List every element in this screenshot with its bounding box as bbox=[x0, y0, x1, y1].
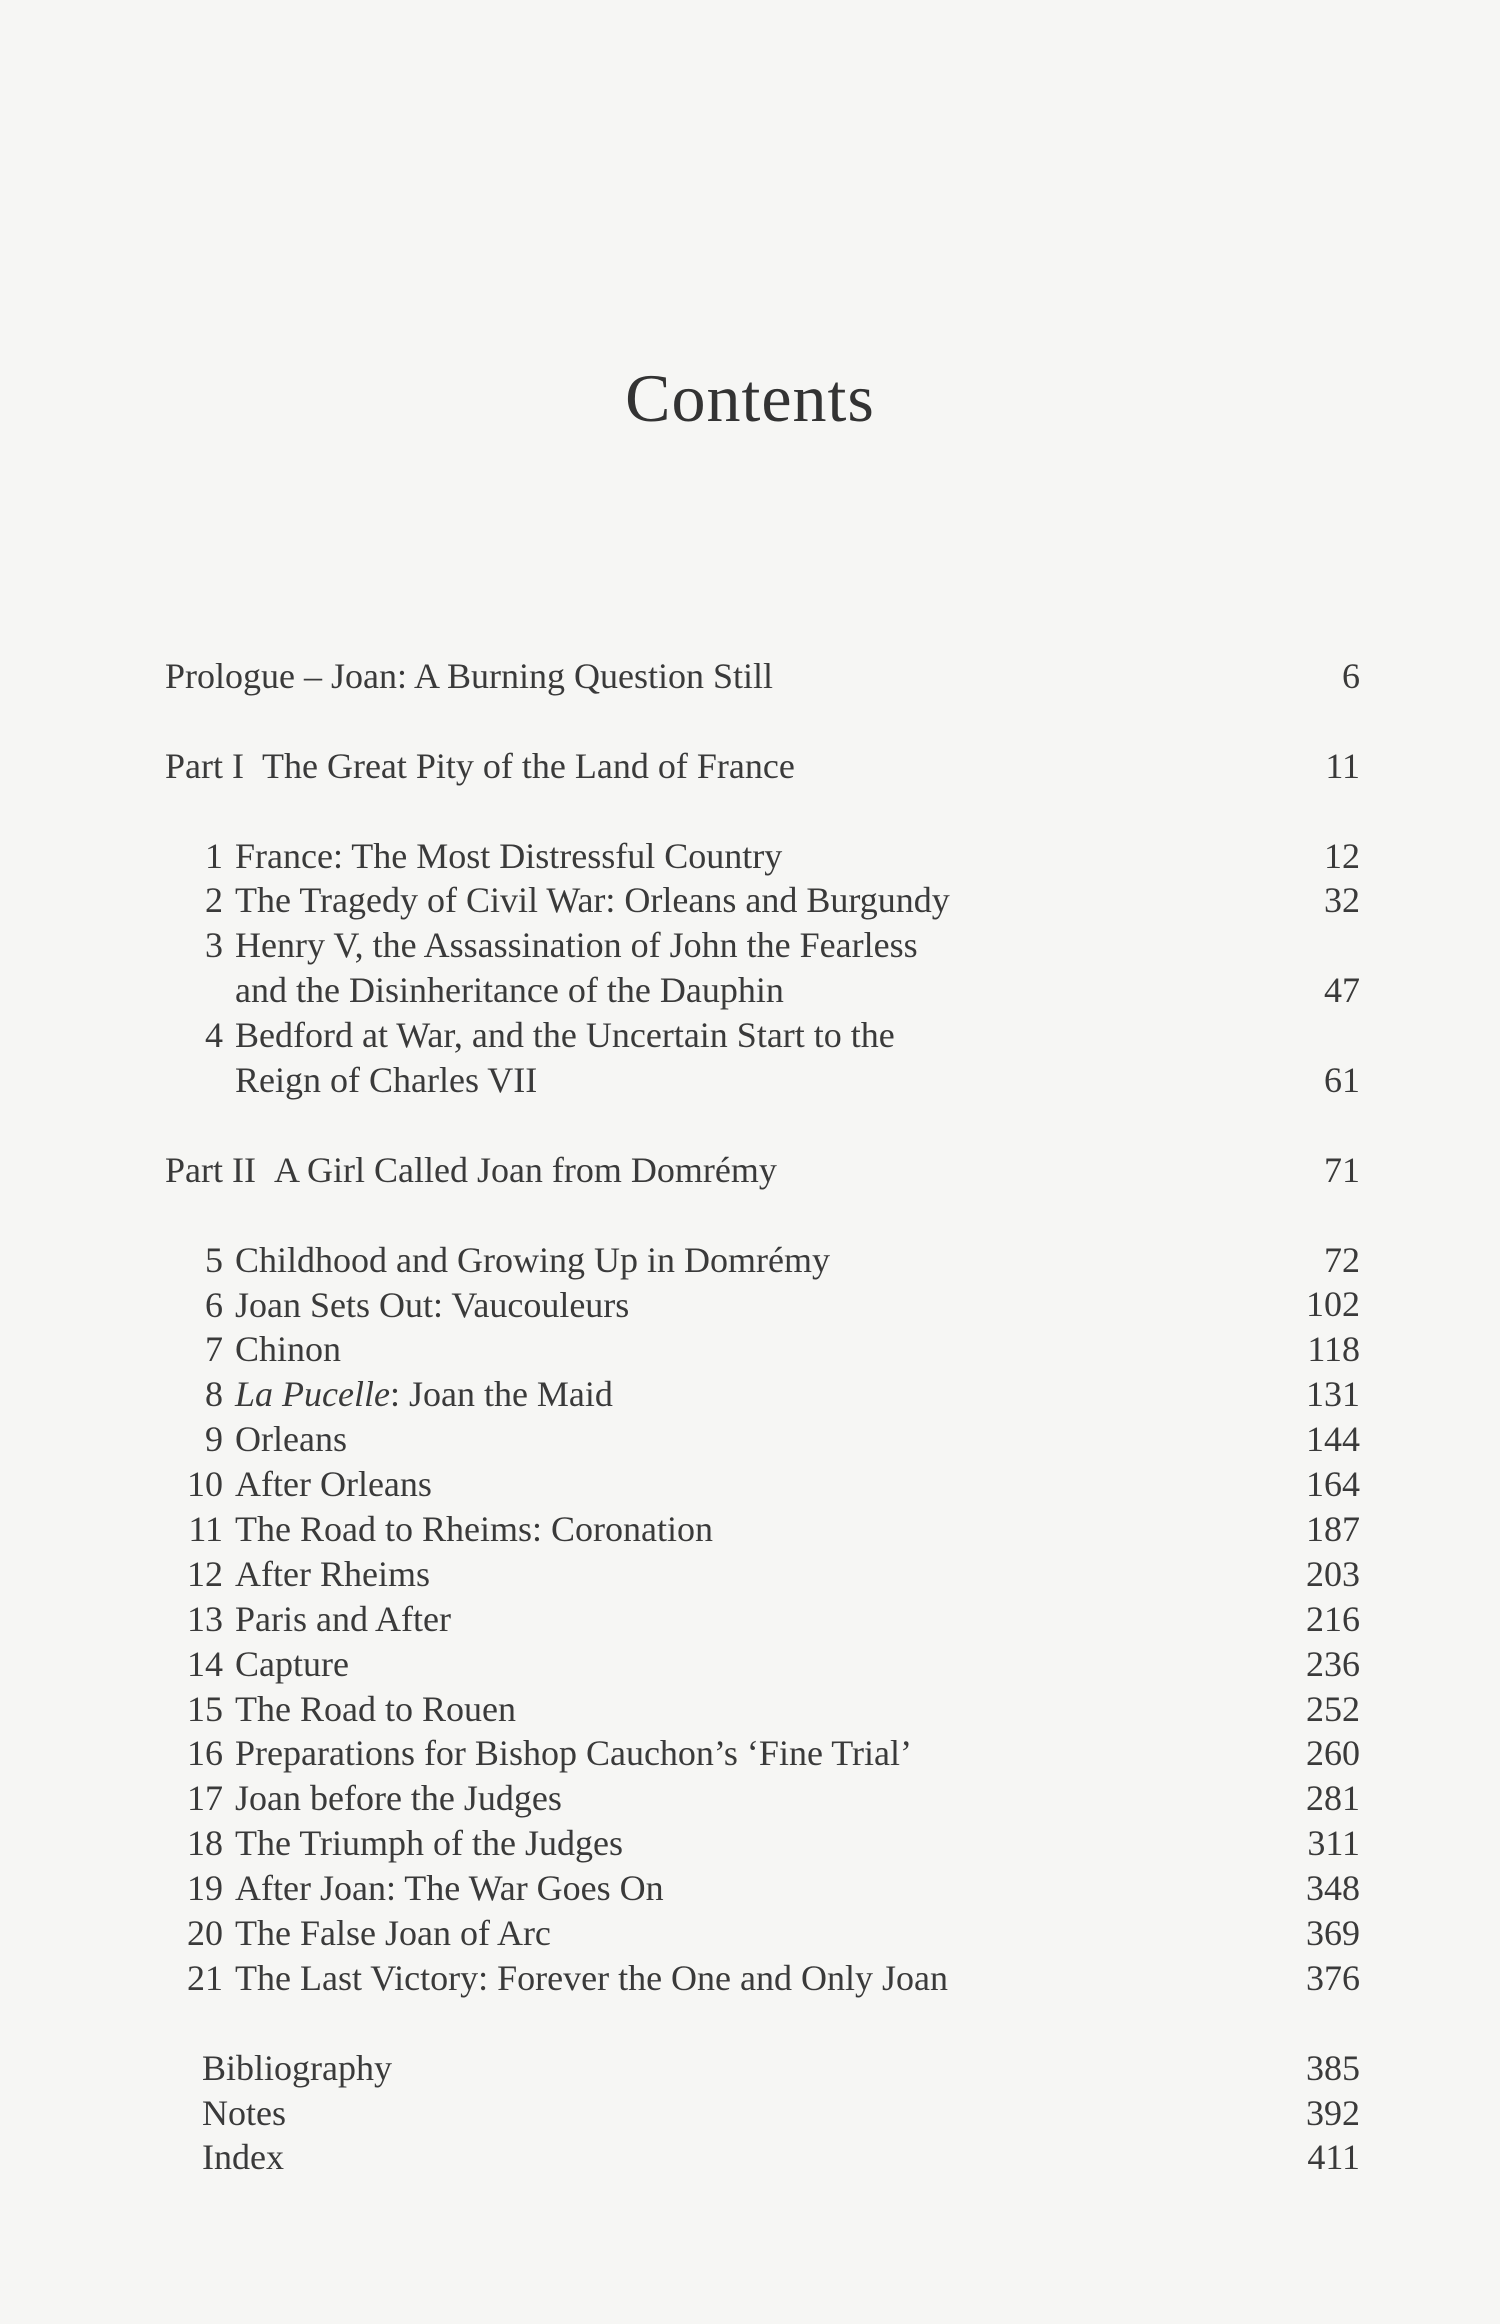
toc-entry-chapter bbox=[165, 1417, 1360, 1462]
toc-entry-chapter bbox=[165, 1866, 1360, 1911]
chapter-number: 12 bbox=[187, 1553, 223, 1594]
toc-page-number: 102 bbox=[1306, 1284, 1360, 1325]
toc-entry-index bbox=[165, 2135, 1360, 2180]
chapter-number: 16 bbox=[187, 1733, 223, 1774]
chapter-number: 10 bbox=[187, 1464, 223, 1505]
toc-entry-prologue bbox=[165, 654, 1360, 699]
toc-entry-chapter bbox=[165, 1507, 1360, 1552]
toc-page-number: 61 bbox=[1324, 1060, 1360, 1101]
toc-label: Index bbox=[202, 2137, 284, 2178]
toc-entry-chapter bbox=[165, 1462, 1360, 1507]
part-2-chapter-list bbox=[165, 1238, 1360, 2001]
chapter-title: The Tragedy of Civil War: Orleans and Burgundy bbox=[235, 880, 950, 921]
chapter-number: 21 bbox=[187, 1957, 223, 1998]
chapter-title: After Orleans bbox=[235, 1464, 432, 1505]
chapter-number: 11 bbox=[188, 1508, 223, 1549]
toc-entry-chapter bbox=[165, 1911, 1360, 1956]
toc-page-number: 411 bbox=[1307, 2137, 1360, 2178]
toc-entry-chapter bbox=[165, 878, 1360, 923]
toc-entry-chapter bbox=[165, 1238, 1360, 1283]
toc-entry-chapter bbox=[165, 1776, 1360, 1821]
chapter-number: 2 bbox=[205, 880, 223, 921]
toc-entry-chapter bbox=[165, 1283, 1360, 1328]
toc-entry-chapter bbox=[165, 1642, 1360, 1687]
chapter-number: 1 bbox=[205, 835, 223, 876]
chapter-title bbox=[223, 1372, 1360, 1417]
toc-entry-chapter bbox=[165, 1956, 1360, 2001]
toc-page-number: 164 bbox=[1306, 1464, 1360, 1505]
toc-entry-part-1 bbox=[165, 744, 1360, 789]
chapter-title: Paris and After bbox=[235, 1598, 451, 1639]
chapter-number: 7 bbox=[205, 1329, 223, 1370]
chapter-title-line: Reign of Charles VII bbox=[235, 1060, 538, 1101]
chapter-title-line: Bedford at War, and the Uncertain Start to the bbox=[235, 1015, 895, 1056]
toc-page-number: 260 bbox=[1306, 1733, 1360, 1774]
chapter-title: The False Joan of Arc bbox=[235, 1912, 551, 1953]
toc-page-number: 203 bbox=[1306, 1553, 1360, 1594]
toc-entry-chapter bbox=[165, 923, 1360, 1013]
toc-page-number: 6 bbox=[1342, 655, 1360, 696]
chapter-title bbox=[223, 1013, 1360, 1103]
chapter-title: After Joan: The War Goes On bbox=[235, 1868, 664, 1909]
chapter-number: 17 bbox=[187, 1778, 223, 1819]
toc-page-number: 348 bbox=[1306, 1868, 1360, 1909]
toc-page-number: 376 bbox=[1306, 1957, 1360, 1998]
toc-label: Bibliography bbox=[202, 2047, 392, 2088]
chapter-title: Orleans bbox=[235, 1419, 347, 1460]
chapter-title: The Road to Rouen bbox=[235, 1688, 516, 1729]
toc-page-number: 144 bbox=[1306, 1419, 1360, 1460]
toc-page-number: 252 bbox=[1306, 1688, 1360, 1729]
chapter-title: Capture bbox=[235, 1643, 349, 1684]
chapter-number: 6 bbox=[205, 1284, 223, 1325]
toc-entry-part-2 bbox=[165, 1148, 1360, 1193]
toc-page-number: 385 bbox=[1306, 2047, 1360, 2088]
toc-page-number: 11 bbox=[1325, 745, 1360, 786]
chapter-title: France: The Most Distressful Country bbox=[235, 835, 783, 876]
toc-entry-chapter bbox=[165, 1372, 1360, 1417]
toc-page-number: 71 bbox=[1324, 1149, 1360, 1190]
chapter-title: The Triumph of the Judges bbox=[235, 1823, 624, 1864]
chapter-number: 9 bbox=[205, 1419, 223, 1460]
toc-page-number: 281 bbox=[1306, 1778, 1360, 1819]
chapter-title-rest: : Joan the Maid bbox=[389, 1374, 613, 1415]
toc-label: Notes bbox=[202, 2092, 286, 2133]
toc-entry-chapter bbox=[165, 1013, 1360, 1103]
toc-entry-chapter bbox=[165, 1552, 1360, 1597]
part-title: A Girl Called Joan from Domrémy bbox=[273, 1149, 777, 1190]
toc-page-number: 118 bbox=[1307, 1329, 1360, 1370]
chapter-number: 3 bbox=[205, 925, 223, 966]
toc-label: Prologue – Joan: A Burning Question Still bbox=[165, 656, 774, 696]
chapter-number: 18 bbox=[187, 1823, 223, 1864]
toc-page-number: 187 bbox=[1306, 1508, 1360, 1549]
toc-page-number: 12 bbox=[1324, 835, 1360, 876]
toc-entry-chapter bbox=[165, 834, 1360, 879]
toc-entry-chapter bbox=[165, 1731, 1360, 1776]
toc-page-number: 216 bbox=[1306, 1598, 1360, 1639]
toc-page-number: 32 bbox=[1324, 880, 1360, 921]
chapter-title bbox=[223, 923, 1360, 1013]
toc-page-number: 369 bbox=[1306, 1912, 1360, 1953]
chapter-number: 5 bbox=[205, 1239, 223, 1280]
part-prefix: Part I bbox=[165, 745, 244, 786]
chapter-number: 20 bbox=[187, 1912, 223, 1953]
chapter-title: The Road to Rheims: Coronation bbox=[235, 1508, 713, 1549]
chapter-number: 15 bbox=[187, 1688, 223, 1729]
chapter-number: 8 bbox=[205, 1374, 223, 1415]
chapter-title: The Last Victory: Forever the One and Only Joan bbox=[235, 1957, 948, 1998]
chapter-number: 14 bbox=[187, 1643, 223, 1684]
toc-page-number: 131 bbox=[1306, 1374, 1360, 1415]
chapter-title: After Rheims bbox=[235, 1553, 430, 1594]
chapter-number: 13 bbox=[187, 1598, 223, 1639]
toc-entry-chapter bbox=[165, 1597, 1360, 1642]
toc-page-number: 236 bbox=[1306, 1643, 1360, 1684]
chapter-title: Joan before the Judges bbox=[235, 1778, 562, 1819]
chapter-title: Childhood and Growing Up in Domrémy bbox=[235, 1239, 830, 1280]
chapter-title: Joan Sets Out: Vaucouleurs bbox=[235, 1284, 630, 1325]
page-title: Contents bbox=[625, 360, 875, 436]
chapter-number: 4 bbox=[205, 1015, 223, 1056]
toc-entry-chapter bbox=[165, 1327, 1360, 1372]
toc-entry-bibliography bbox=[165, 2046, 1360, 2091]
toc-entry-chapter bbox=[165, 1687, 1360, 1732]
chapter-title-line: and the Disinheritance of the Dauphin bbox=[235, 970, 784, 1011]
chapter-number: 19 bbox=[187, 1868, 223, 1909]
toc-page-number: 47 bbox=[1324, 970, 1360, 1011]
chapter-title-line: Henry V, the Assassination of John the Fearless bbox=[235, 925, 918, 966]
chapter-title: Chinon bbox=[235, 1329, 342, 1370]
toc-page-number: 72 bbox=[1324, 1239, 1360, 1280]
toc-entry-chapter bbox=[165, 1821, 1360, 1866]
part-prefix: Part II bbox=[165, 1149, 256, 1190]
chapter-title-italic: La Pucelle bbox=[235, 1374, 390, 1415]
chapter-title: Preparations for Bishop Cauchon’s ‘Fine Trial’ bbox=[235, 1733, 912, 1774]
part-title: The Great Pity of the Land of France bbox=[261, 745, 795, 786]
table-of-contents bbox=[165, 654, 1360, 2180]
toc-page-number: 392 bbox=[1306, 2092, 1360, 2133]
toc-page-number: 311 bbox=[1307, 1823, 1360, 1864]
toc-entry-notes bbox=[165, 2091, 1360, 2136]
